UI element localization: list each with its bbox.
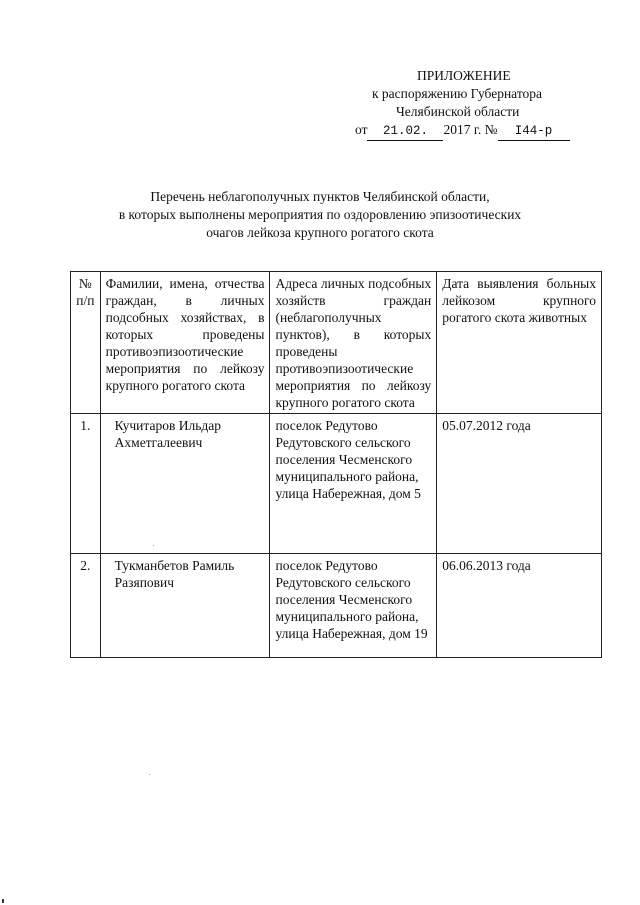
row-date: 06.06.2013 года — [437, 554, 602, 658]
appendix-line-2: Челябинской области — [396, 104, 520, 119]
row-date: 05.07.2012 года — [437, 414, 602, 554]
document-title-line-2: в которых выполнены мероприятия по оздоровлению эпизоотических — [118, 207, 522, 222]
table-header-row — [71, 272, 602, 414]
scan-speck — [153, 545, 154, 546]
order-year: 2017 г. № — [443, 122, 498, 137]
scan-speck — [2, 899, 4, 903]
row-address: поселок Редутово Редутовского сельского поселения Чесменского муниципального района, улица Набережная, дом 5 — [270, 414, 437, 554]
header-date: Дата выявления больных лейкозом крупного рогатого скота животных — [437, 272, 602, 414]
date-prefix: от — [355, 122, 368, 137]
header-number: № п/п — [71, 272, 101, 414]
row-name: Кучитаров Ильдар Ахметгалеевич — [100, 414, 270, 554]
row-name: Тукманбетов Рамиль Разяпович — [100, 554, 270, 658]
document-title-line-3: очагов лейкоза крупного рогатого скота — [206, 225, 434, 240]
header-address: Адреса личных подсобных хозяйств граждан (неблагополучных пунктов), в которых проведены противоэпизоотические мероприятия по лейкозу крупного рогатого скота — [270, 272, 437, 414]
scan-speck — [149, 774, 150, 775]
order-number: I44-р — [498, 122, 570, 141]
table-row — [71, 554, 602, 658]
farms-table — [70, 271, 602, 658]
row-number: 1. — [71, 414, 101, 554]
order-date-line — [355, 121, 570, 141]
header-names: Фамилии, имена, отчества граждан, в личных подсобных хозяйствах, в которых проведены противоэпизоотические мероприятия по лейкозу крупного рогатого скота — [100, 272, 270, 414]
row-address: поселок Редутово Редутовского сельского поселения Чесменского муниципального района, улица Набережная, дом 19 — [270, 554, 437, 658]
appendix-title: ПРИЛОЖЕНИЕ — [417, 68, 511, 83]
appendix-line-1: к распоряжению Губернатора — [372, 86, 543, 101]
row-number: 2. — [71, 554, 101, 658]
table-row — [71, 414, 602, 554]
order-date: 21.02. — [367, 122, 443, 141]
document-title-line-1: Перечень неблагополучных пунктов Челябинской области, — [150, 189, 490, 204]
